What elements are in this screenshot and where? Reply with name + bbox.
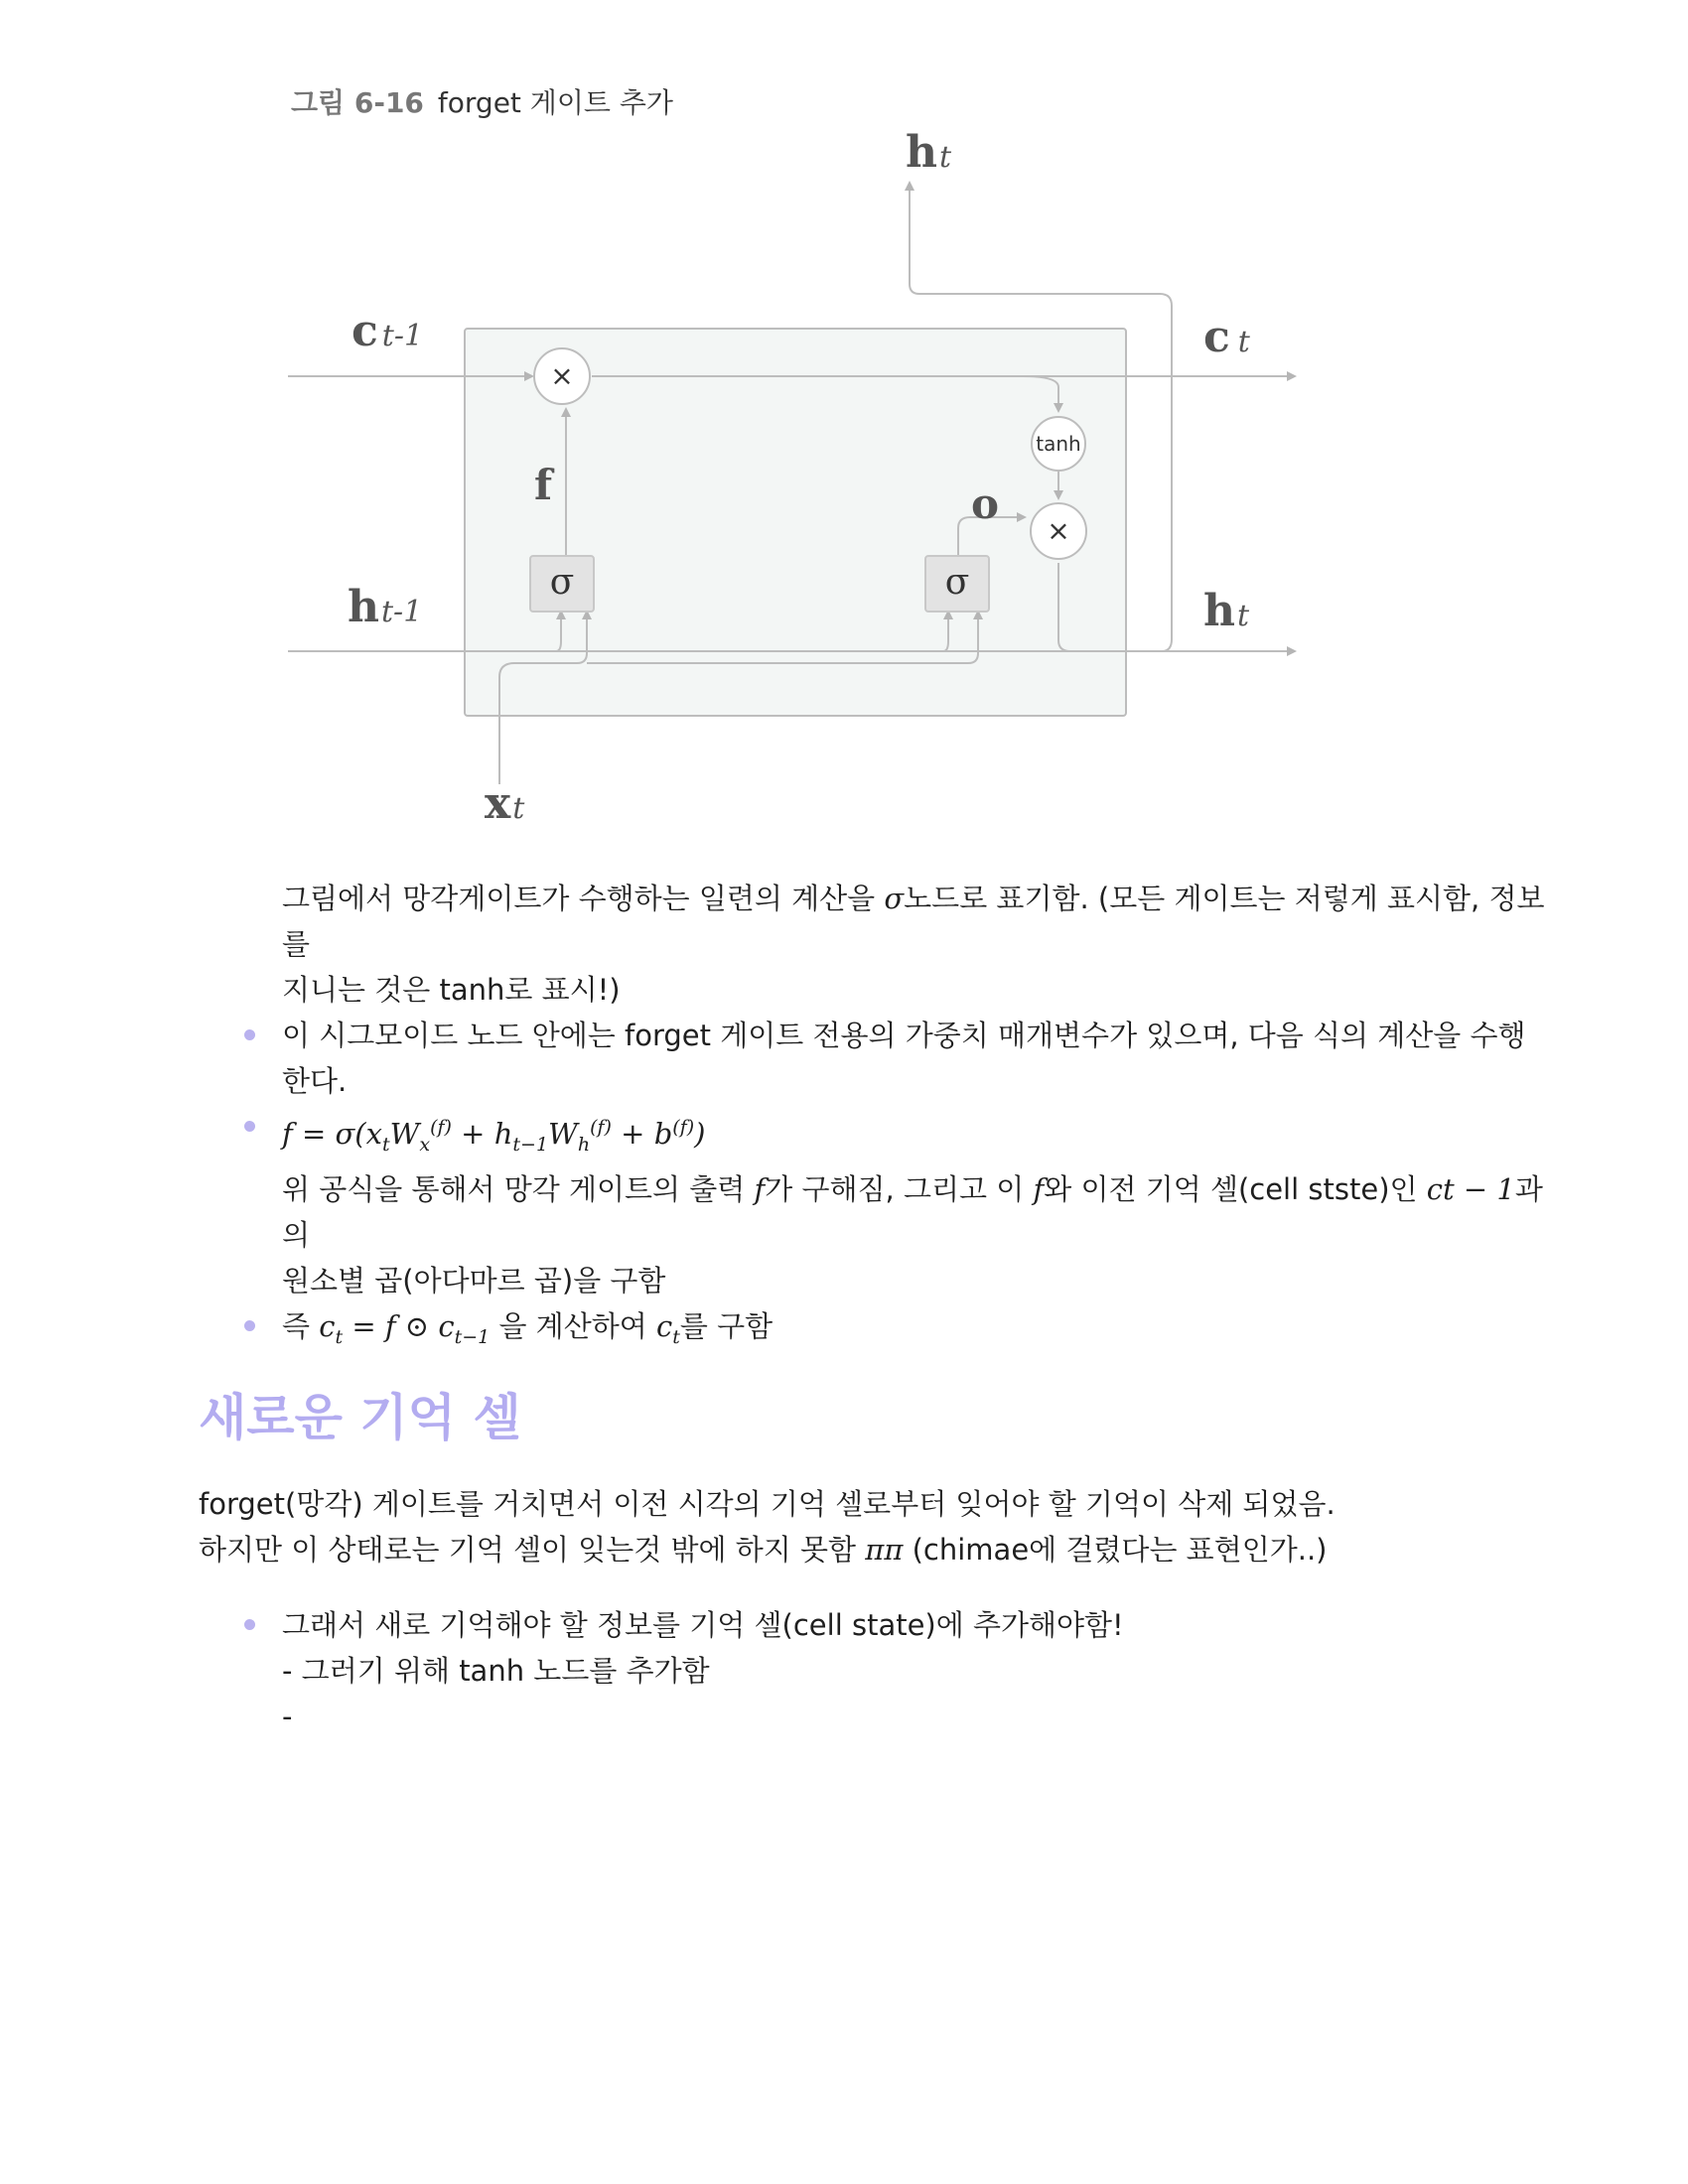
list-item: 그래서 새로 기억해야 할 정보를 기억 셀(cell state)에 추가해야함! - 그러기 위해 tanh 노드를 추가함 - [199,1602,1549,1739]
body-line-2: 하지만 이 상태로는 기억 셀이 잊는것 밖에 하지 못함 ππ (chimae에 걸렸다는 표현인가..) [199,1533,1328,1568]
forget-formula: $f = \sigma(x_tW_x^{(f)} + h_{t-1}W_h^{(f)} + b^{(f)})$ [282,1116,706,1156]
figure-caption-number: 그림 6-16 [291,86,424,119]
output-sigma-label: σ [944,562,970,603]
bullet-list-1 [199,1013,1549,1360]
f-label: f [534,461,553,509]
figure-caption [291,81,673,121]
intro-paragraph: 그림에서 망각게이트가 수행하는 일련의 계산을 σ노드로 표기함. (모든 게이트는 저렇게 표시함, 정보를 지니는 것은 tanh로 표시!) [282,882,1545,1007]
x-input-label: xt [485,778,525,829]
forget-sigma-label: σ [549,562,575,603]
body-line-1: forget(망각) 게이트를 거치면서 이전 시각의 기억 셀로부터 잊어야 할 기억이 삭제 되었음. [199,1487,1336,1522]
section-title: 새로운 기억 셀 [199,1389,521,1447]
list-item: 이 시그모이드 노드 안에는 forget 게이트 전용의 가중치 매개변수가 있으며, 다음 식의 계산을 수행한다. [199,1013,1549,1104]
h-top-label: ht [906,127,952,178]
figure-caption-text: forget 게이트 추가 [437,86,673,119]
forget-multiply-symbol: × [550,359,574,392]
output-multiply-symbol: × [1047,514,1070,547]
list-item: $f = \sigma(x_tW_x^{(f)} + h_{t-1}W_h^{(f)} + b^{(f)})$ 위 공식을 통해서 망각 게이트의 출력 f가 구해짐, 그리고 이 f와 이전 기억 셀(cell stste)인 ct − 1과의 원소별 곱(아다마르 곱)을 구함 [199,1104,1549,1303]
cell-update-formula: $c_t = f$ ⊙ $c_{t-1}$ [319,1309,491,1349]
o-label: o [971,479,1000,528]
c-next-label: c t [1203,312,1250,362]
list-item: 즉 $c_t = f$ ⊙ $c_{t-1}$ 을 계산하여 $c_t$를 구함 [199,1303,1549,1360]
h-prev-label: ht-1 [348,582,423,632]
c-prev-label: c t-1 [352,306,424,356]
bullet-list-2 [199,1602,1549,1739]
lstm-forget-gate-diagram [288,119,1331,834]
tanh-label: tanh [1036,432,1081,456]
h-next-label: ht [1203,586,1250,636]
body-content [199,876,1549,1739]
